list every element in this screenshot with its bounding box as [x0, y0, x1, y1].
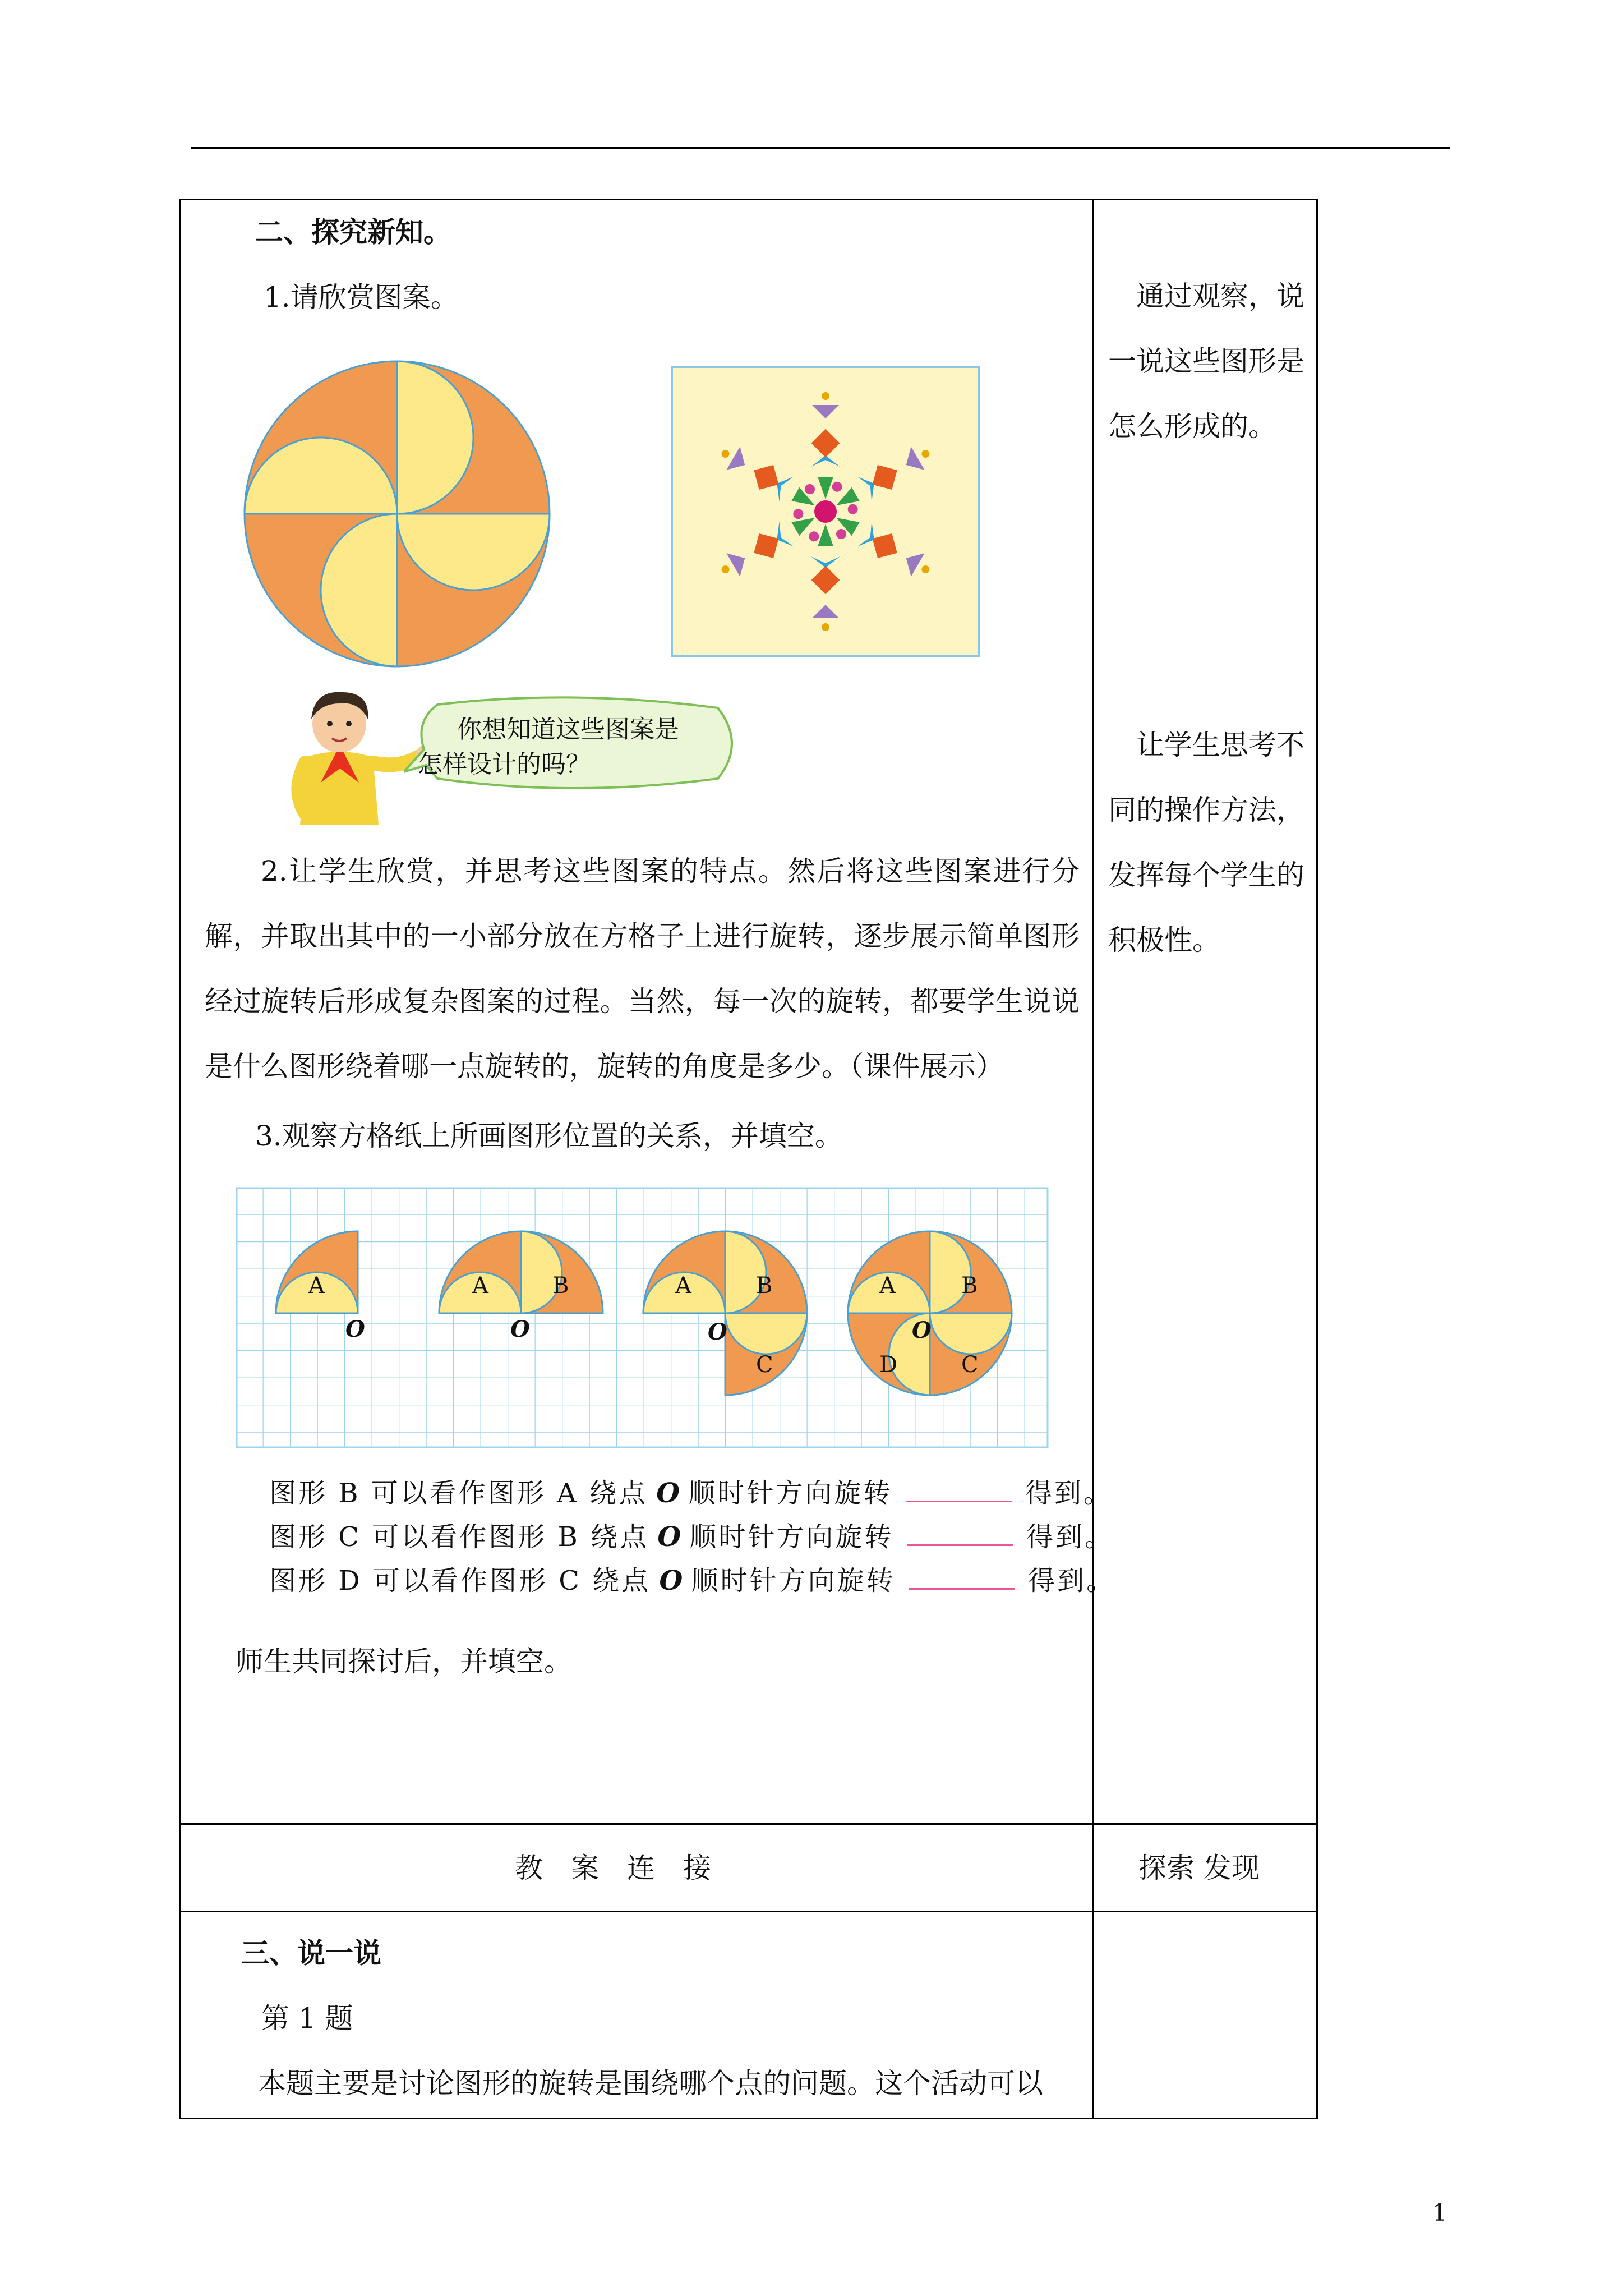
grid-label-o-3: O	[708, 1319, 727, 1345]
item-3-text: 3.观察方格纸上所画图形位置的关系，并填空。	[255, 1120, 843, 1152]
fill-row-2-mid: 顺时针方向旋转	[689, 1521, 894, 1553]
fill-row-1-suffix: 得到。	[1025, 1478, 1113, 1509]
fill-row-3-suffix: 得到。	[1028, 1565, 1116, 1596]
fill-row-1-prefix: 图形 B 可以看作图形 A 绕点	[269, 1478, 648, 1509]
grid-label-a-4: A	[879, 1273, 896, 1299]
fill-row-1-point: O	[656, 1478, 680, 1509]
fill-row-3	[269, 1564, 1115, 1598]
side-note-2: 让学生思考不同的操作方法，发挥每个学生的积极性。	[1108, 729, 1304, 956]
grid-label-a-2: A	[472, 1273, 488, 1299]
grid-label-c-3: C	[756, 1352, 773, 1378]
grid-label-b-3: B	[756, 1273, 773, 1299]
item-2-paragraph: 2.让学生欣赏，并思考这些图案的特点。然后将这些图案进行分解，并取出其中的一小部分放在方格子上进行旋转，逐步展示简单图形经过旋转后形成复杂图案的过程。当然，每一次的旋转，都要学生说说是什么图形绕着哪一点旋转的，旋转的角度是多少。（课件展示）	[205, 855, 1080, 1083]
conclusion-text: 师生共同探讨后，并填空。	[236, 1645, 572, 1678]
table-row-divider-2	[179, 1911, 1318, 1912]
section-3-title: 三、说一说	[241, 1936, 381, 1970]
side-note-1: 通过观察，说一说这些图形是怎么形成的。	[1108, 280, 1304, 443]
section-3-text: 本题主要是讨论图形的旋转是围绕哪个点的问题。这个活动可以	[258, 2067, 1043, 2100]
fill-row-3-blank[interactable]	[909, 1566, 1015, 1590]
fill-row-2-blank[interactable]	[907, 1522, 1013, 1546]
fill-row-3-mid: 顺时针方向旋转	[691, 1565, 896, 1596]
fill-row-2-point: O	[657, 1521, 681, 1553]
item-1-text: 1.请欣赏图案。	[264, 281, 459, 314]
divider-right-label: 探索 发现	[1138, 1852, 1260, 1884]
header-rule	[191, 147, 1450, 149]
table-row-divider-1	[179, 1823, 1318, 1825]
grid-label-c-4: C	[961, 1352, 979, 1378]
section-3-item: 第 1 题	[261, 2002, 353, 2035]
star-pattern-image	[671, 366, 980, 657]
grid-label-a-1: A	[308, 1273, 325, 1299]
divider-left-label: 教 案 连 接	[515, 1852, 711, 1884]
grid-label-o-1: O	[345, 1316, 365, 1342]
fill-row-2-prefix: 图形 C 可以看作图形 B 绕点	[269, 1521, 649, 1553]
speech-line-1: 你想知道这些图案是	[457, 715, 679, 744]
fill-row-1	[269, 1476, 1113, 1510]
grid-label-o-4: O	[912, 1317, 932, 1343]
grid-label-o-2: O	[510, 1316, 530, 1342]
fill-row-1-blank[interactable]	[906, 1478, 1012, 1502]
grid-label-a-3: A	[675, 1273, 691, 1299]
page-number: 1	[1432, 2199, 1447, 2226]
fill-row-3-point: O	[659, 1565, 683, 1596]
pinwheel-pattern-image	[240, 357, 554, 671]
fill-row-2	[269, 1520, 1114, 1554]
grid-label-b-4: B	[961, 1273, 978, 1299]
table-column-divider	[1092, 199, 1094, 2119]
fill-row-3-prefix: 图形 D 可以看作图形 C 绕点	[269, 1565, 651, 1596]
speech-text	[418, 712, 679, 782]
fill-row-1-mid: 顺时针方向旋转	[688, 1478, 893, 1509]
speech-line-2: 怎样设计的吗？	[418, 750, 591, 779]
section-title: 二、探究新知。	[255, 215, 451, 249]
fill-row-2-suffix: 得到。	[1026, 1521, 1114, 1553]
grid-label-d-4: D	[879, 1352, 898, 1378]
grid-label-b-2: B	[552, 1273, 569, 1299]
